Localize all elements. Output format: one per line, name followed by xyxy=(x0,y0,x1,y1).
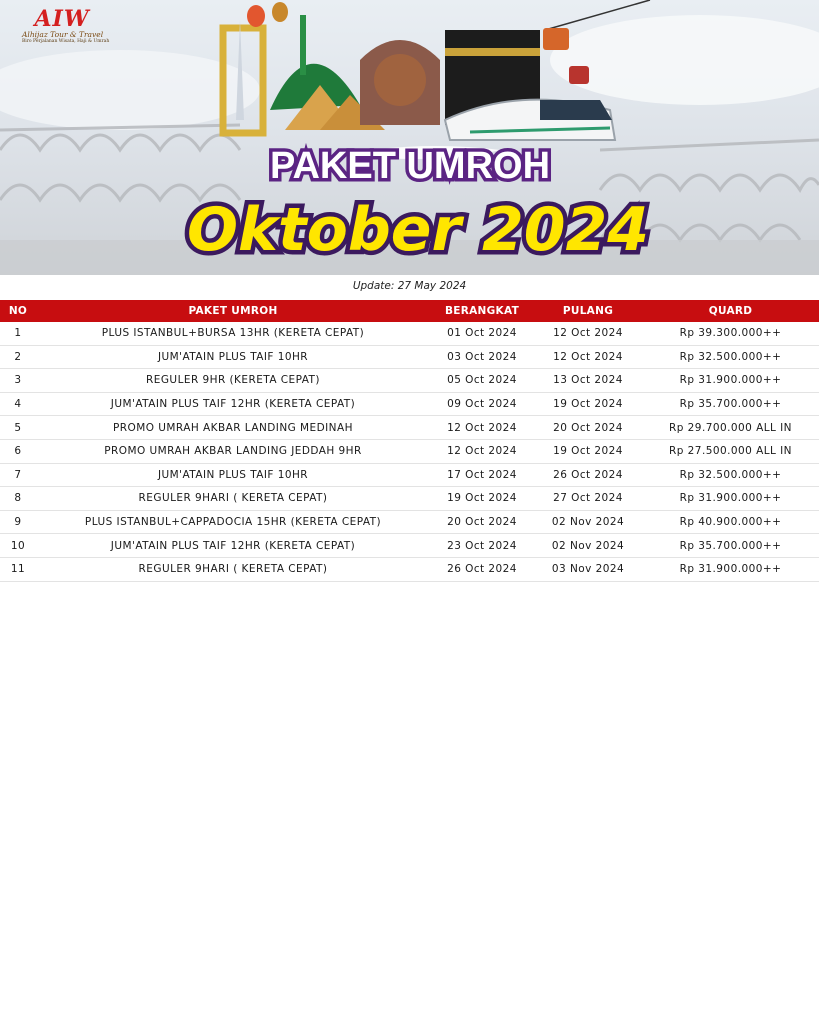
cell-quard: Rp 35.700.000++ xyxy=(642,392,819,416)
cell-berangkat: 01 Oct 2024 xyxy=(430,322,534,345)
cell-quard: Rp 31.900.000++ xyxy=(642,557,819,581)
hero-banner xyxy=(0,0,819,275)
cell-berangkat: 12 Oct 2024 xyxy=(430,416,534,440)
table-row xyxy=(0,463,819,487)
header-quard: QUARD xyxy=(642,300,819,322)
cell-quard: Rp 31.900.000++ xyxy=(642,487,819,511)
cell-pulang: 12 Oct 2024 xyxy=(534,322,642,345)
package-table xyxy=(0,300,819,582)
cell-berangkat: 17 Oct 2024 xyxy=(430,463,534,487)
table-row xyxy=(0,345,819,369)
table-row xyxy=(0,322,819,345)
cell-no: 3 xyxy=(0,369,36,393)
cell-berangkat: 20 Oct 2024 xyxy=(430,510,534,534)
cell-no: 1 xyxy=(0,322,36,345)
cell-quard: Rp 39.300.000++ xyxy=(642,322,819,345)
cell-no: 2 xyxy=(0,345,36,369)
logo-tagline: Biro Perjalanan Wisata, Haji & Umrah xyxy=(22,39,110,44)
cell-pulang: 26 Oct 2024 xyxy=(534,463,642,487)
table-row xyxy=(0,510,819,534)
title-line-2: Oktober 2024 xyxy=(187,195,649,265)
cell-quard: Rp 31.900.000++ xyxy=(642,369,819,393)
header-no: NO xyxy=(0,300,36,322)
update-date: Update: 27 May 2024 xyxy=(352,280,467,292)
header-pulang: PULANG xyxy=(534,300,642,322)
cell-no: 4 xyxy=(0,392,36,416)
table-row xyxy=(0,369,819,393)
table-row xyxy=(0,392,819,416)
logo-mark: AIW xyxy=(34,6,90,32)
cell-paket: REGULER 9HARI ( KERETA CEPAT) xyxy=(36,487,430,511)
cell-quard: Rp 32.500.000++ xyxy=(642,463,819,487)
cell-pulang: 03 Nov 2024 xyxy=(534,557,642,581)
cell-quard: Rp 32.500.000++ xyxy=(642,345,819,369)
cell-quard: Rp 40.900.000++ xyxy=(642,510,819,534)
cell-paket: JUM'ATAIN PLUS TAIF 10HR xyxy=(36,463,430,487)
table-row xyxy=(0,557,819,581)
cell-quard: Rp 29.700.000 ALL IN xyxy=(642,416,819,440)
table-row xyxy=(0,534,819,558)
cell-pulang: 02 Nov 2024 xyxy=(534,510,642,534)
cell-no: 6 xyxy=(0,439,36,463)
cell-berangkat: 19 Oct 2024 xyxy=(430,487,534,511)
cell-no: 8 xyxy=(0,487,36,511)
cell-pulang: 20 Oct 2024 xyxy=(534,416,642,440)
cell-no: 9 xyxy=(0,510,36,534)
cell-berangkat: 03 Oct 2024 xyxy=(430,345,534,369)
title-line-1: PAKET UMROH xyxy=(269,145,551,187)
cell-berangkat: 23 Oct 2024 xyxy=(430,534,534,558)
table-row xyxy=(0,439,819,463)
cell-pulang: 27 Oct 2024 xyxy=(534,487,642,511)
table-row xyxy=(0,487,819,511)
cell-no: 10 xyxy=(0,534,36,558)
cell-no: 7 xyxy=(0,463,36,487)
cell-no: 11 xyxy=(0,557,36,581)
cell-paket: JUM'ATAIN PLUS TAIF 12HR (KERETA CEPAT) xyxy=(36,534,430,558)
cell-paket: PLUS ISTANBUL+CAPPADOCIA 15HR (KERETA CEPAT) xyxy=(36,510,430,534)
cell-no: 5 xyxy=(0,416,36,440)
cell-paket: REGULER 9HARI ( KERETA CEPAT) xyxy=(36,557,430,581)
table-row xyxy=(0,416,819,440)
cell-pulang: 02 Nov 2024 xyxy=(534,534,642,558)
cell-paket: PLUS ISTANBUL+BURSA 13HR (KERETA CEPAT) xyxy=(36,322,430,345)
logo-name: Alhijaz Tour & Travel xyxy=(22,30,104,39)
cell-paket: PROMO UMRAH AKBAR LANDING MEDINAH xyxy=(36,416,430,440)
cell-paket: JUM'ATAIN PLUS TAIF 10HR xyxy=(36,345,430,369)
cell-pulang: 13 Oct 2024 xyxy=(534,369,642,393)
banner-title xyxy=(0,0,819,275)
table-header-row xyxy=(0,300,819,322)
header-berangkat: BERANGKAT xyxy=(430,300,534,322)
cell-quard: Rp 35.700.000++ xyxy=(642,534,819,558)
cell-paket: REGULER 9HR (KERETA CEPAT) xyxy=(36,369,430,393)
cell-berangkat: 09 Oct 2024 xyxy=(430,392,534,416)
cell-paket: JUM'ATAIN PLUS TAIF 12HR (KERETA CEPAT) xyxy=(36,392,430,416)
header-paket: PAKET UMROH xyxy=(36,300,430,322)
cell-berangkat: 05 Oct 2024 xyxy=(430,369,534,393)
cell-berangkat: 12 Oct 2024 xyxy=(430,439,534,463)
cell-pulang: 19 Oct 2024 xyxy=(534,439,642,463)
cell-quard: Rp 27.500.000 ALL IN xyxy=(642,439,819,463)
cell-pulang: 19 Oct 2024 xyxy=(534,392,642,416)
cell-paket: PROMO UMRAH AKBAR LANDING JEDDAH 9HR xyxy=(36,439,430,463)
cell-berangkat: 26 Oct 2024 xyxy=(430,557,534,581)
cell-pulang: 12 Oct 2024 xyxy=(534,345,642,369)
